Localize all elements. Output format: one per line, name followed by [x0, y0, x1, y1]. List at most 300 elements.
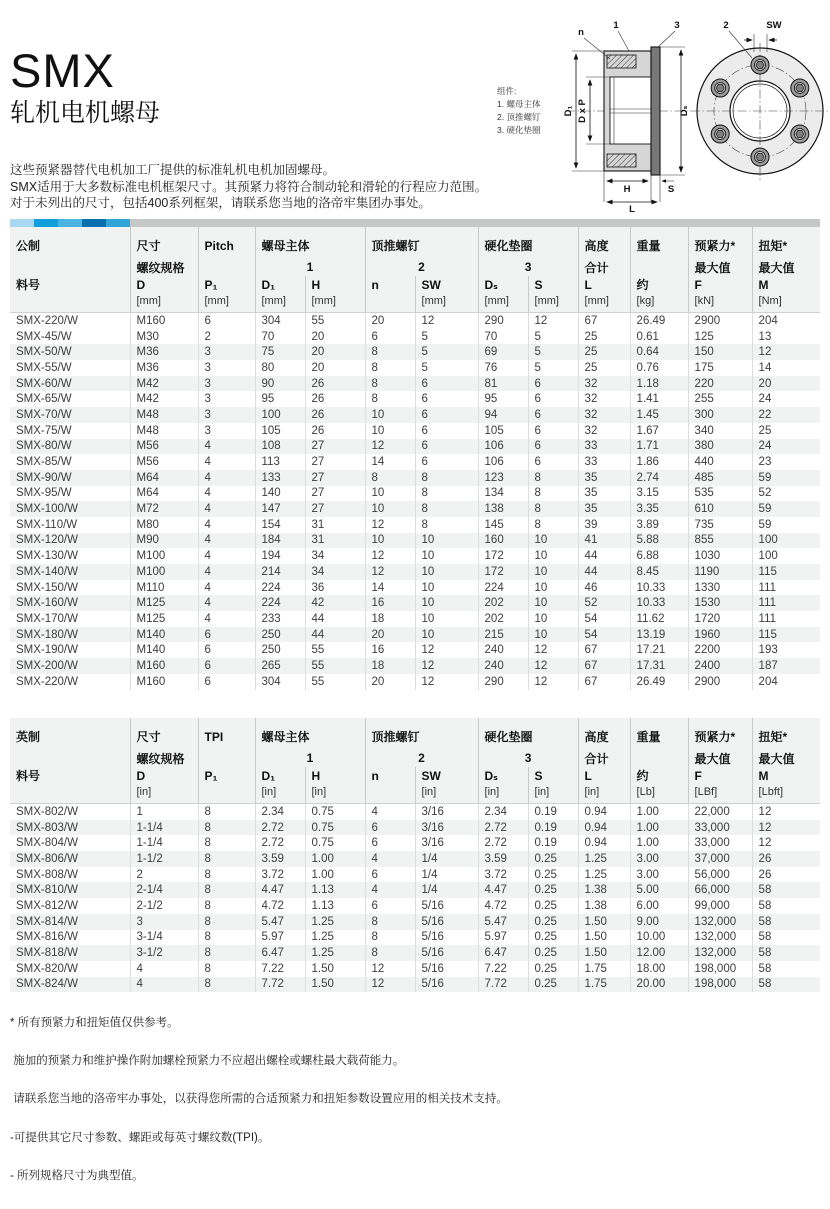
table-cell: 2.72	[478, 835, 528, 851]
table-cell: 2.72	[478, 820, 528, 836]
table-cell: 6	[365, 820, 415, 836]
dim-label-h: H	[623, 184, 631, 195]
table-cell: 24	[752, 391, 820, 407]
table-cell: 1	[130, 804, 198, 820]
table-cell: SMX-806/W	[16, 852, 78, 865]
table-cell: 6.88	[630, 548, 688, 564]
table-cell: 67	[578, 642, 630, 658]
col-header-thread-spec: 螺纹规格	[130, 749, 198, 767]
table-cell: 140	[255, 486, 305, 502]
table-cell: 1/4	[415, 867, 478, 883]
table-cell: 8	[198, 882, 255, 898]
table-cell: M48	[130, 423, 198, 439]
table-row	[10, 329, 820, 345]
col-symbol-f: F	[688, 276, 752, 293]
table-cell: 4	[365, 851, 415, 867]
table-cell: 56,000	[688, 867, 752, 883]
table-cell: 27	[305, 454, 365, 470]
table-cell: 111	[752, 611, 820, 627]
table-cell: 610	[688, 501, 752, 517]
table-cell: 58	[752, 882, 820, 898]
table-cell: 8	[198, 851, 255, 867]
table-cell: 5/16	[415, 977, 478, 993]
table-cell: 10	[365, 533, 415, 549]
table-cell: 5	[528, 360, 578, 376]
table-cell: 3-1/2	[130, 945, 198, 961]
col-header-nut-body: 螺母主体	[255, 718, 365, 749]
table-cell: 12	[415, 313, 478, 329]
table-cell: 8	[198, 930, 255, 946]
table-cell: 1.50	[305, 977, 365, 993]
callout-2: 2	[723, 20, 729, 31]
table-cell: SMX-160/W	[16, 597, 78, 610]
table-cell: 3.00	[630, 867, 688, 883]
table-cell: 3.35	[630, 501, 688, 517]
set-screw-top	[607, 55, 636, 68]
table-cell: 6	[528, 439, 578, 455]
table-cell: 6	[365, 898, 415, 914]
table-row	[10, 835, 820, 851]
table-cell: SMX-190/W	[16, 644, 78, 657]
table-cell: 5	[415, 329, 478, 345]
table-cell: 193	[752, 642, 820, 658]
table-cell: 58	[752, 945, 820, 961]
table-cell: 4.47	[255, 882, 305, 898]
table-cell: 8.45	[630, 564, 688, 580]
table-cell: 46	[578, 580, 630, 596]
table-cell: 8	[198, 835, 255, 851]
table-cell: 111	[752, 580, 820, 596]
table-cell: M80	[130, 517, 198, 533]
unit-s: [mm]	[528, 293, 578, 313]
table-cell: 59	[752, 501, 820, 517]
table-cell: M160	[130, 674, 198, 690]
color-bar-segment	[82, 219, 106, 227]
table-cell: 0.25	[528, 882, 578, 898]
table-cell: 20	[305, 360, 365, 376]
table-cell: 224	[478, 580, 528, 596]
col-header-height: 高度	[578, 227, 630, 258]
table-cell: 1/4	[415, 882, 478, 898]
table-row	[10, 439, 820, 455]
table-cell: 4	[130, 977, 198, 993]
table-cell: 20	[752, 376, 820, 392]
table-cell: 1.67	[630, 423, 688, 439]
table-cell: 41	[578, 533, 630, 549]
footnote-line: -可提供其它尺寸参数、螺距或每英寸螺纹数(TPI)。	[10, 1131, 270, 1144]
table-cell: 25	[578, 329, 630, 345]
table-cell: M56	[130, 454, 198, 470]
col-header-max-torque: 最大值	[752, 749, 820, 767]
table-cell: 6	[528, 391, 578, 407]
table-cell: 204	[752, 313, 820, 329]
table-cell: 233	[255, 611, 305, 627]
table-cell: 8	[365, 945, 415, 961]
table-cell: 76	[478, 360, 528, 376]
table-cell: 25	[578, 344, 630, 360]
table-cell: 54	[578, 611, 630, 627]
table-cell: M56	[130, 439, 198, 455]
table-cell: 26	[305, 423, 365, 439]
imperial-section	[10, 718, 820, 992]
table-cell: 0.61	[630, 329, 688, 345]
table-cell: SMX-200/W	[16, 659, 78, 672]
table-cell: 10	[365, 486, 415, 502]
table-cell: SMX-90/W	[16, 471, 72, 484]
table-cell: 42	[305, 595, 365, 611]
col-header-torque: 扭矩*	[752, 718, 820, 749]
col-header-torque: 扭矩*	[752, 227, 820, 258]
table-cell: 8	[365, 930, 415, 946]
table-cell: 7.22	[255, 961, 305, 977]
unit-sw: [in]	[415, 784, 478, 804]
table-cell: 7.72	[255, 977, 305, 993]
table-row	[10, 548, 820, 564]
table-cell: SMX-804/W	[16, 837, 78, 850]
table-cell: 26	[305, 376, 365, 392]
unit-m: [Lbft]	[752, 784, 820, 804]
footnotes	[10, 991, 508, 1209]
table-cell: 8	[198, 867, 255, 883]
table-cell: 108	[255, 439, 305, 455]
table-cell: 4	[365, 882, 415, 898]
col-header-preload: 预紧力*	[688, 718, 752, 749]
col-header-pitch: Pitch	[198, 227, 255, 258]
table-cell: 138	[478, 501, 528, 517]
table-cell: 34	[305, 564, 365, 580]
component-number-3: 3	[478, 258, 578, 276]
table-cell: 3/16	[415, 820, 478, 836]
table-cell: 6	[415, 376, 478, 392]
table-cell: 3.00	[630, 851, 688, 867]
table-cell: 0.19	[528, 835, 578, 851]
imperial-table	[10, 718, 820, 992]
table-cell: 10	[528, 611, 578, 627]
subgroup-header-row	[10, 258, 820, 276]
col-symbol-m: M	[752, 276, 820, 293]
table-cell: 6	[528, 454, 578, 470]
col-symbol-l: L	[578, 276, 630, 293]
table-cell: 67	[578, 658, 630, 674]
table-cell: 27	[305, 501, 365, 517]
table-row	[10, 867, 820, 883]
table-cell: 55	[305, 674, 365, 690]
col-symbol-p1: P₁	[198, 276, 255, 293]
table-cell: 44	[578, 564, 630, 580]
table-cell: 111	[752, 595, 820, 611]
group-header-row	[10, 718, 820, 749]
table-row	[10, 407, 820, 423]
table-cell: M125	[130, 611, 198, 627]
col-symbol-l: L	[578, 767, 630, 784]
table-cell: 8	[198, 945, 255, 961]
table-cell: 0.94	[578, 835, 630, 851]
table-cell: 16	[365, 642, 415, 658]
col-header-height: 高度	[578, 718, 630, 749]
table-cell: SMX-130/W	[16, 550, 78, 563]
table-cell: M64	[130, 470, 198, 486]
table-row	[10, 470, 820, 486]
table-cell: 6	[415, 423, 478, 439]
table-cell: 855	[688, 533, 752, 549]
table-cell: 10	[365, 423, 415, 439]
col-symbol-s: S	[528, 276, 578, 293]
table-row	[10, 882, 820, 898]
table-row	[10, 344, 820, 360]
table-cell: 27	[305, 470, 365, 486]
table-cell: 0.94	[578, 820, 630, 836]
col-symbol-f: F	[688, 767, 752, 784]
title-block	[10, 46, 160, 130]
table-cell: 80	[255, 360, 305, 376]
set-screw-bottom	[607, 154, 636, 167]
table-cell: 81	[478, 376, 528, 392]
table-cell: 1.00	[305, 867, 365, 883]
table-cell: SMX-820/W	[16, 962, 78, 975]
table-cell: SMX-140/W	[16, 565, 78, 578]
col-symbol-d: D	[130, 276, 198, 293]
table-cell: 17.31	[630, 658, 688, 674]
table-cell: 58	[752, 961, 820, 977]
table-cell: 3.72	[478, 867, 528, 883]
intro-line: 对于未列出的尺寸，包括400系列框架，请联系您当地的洛帝牢集团办事处。	[10, 196, 431, 210]
col-header-region: 英制	[16, 730, 41, 744]
table-row	[10, 658, 820, 674]
table-cell: 3	[198, 407, 255, 423]
table-cell: 3.15	[630, 486, 688, 502]
table-cell: 12	[415, 642, 478, 658]
table-cell: 1.86	[630, 454, 688, 470]
table-cell: 8	[415, 470, 478, 486]
table-cell: 10	[415, 627, 478, 643]
table-cell: 202	[478, 611, 528, 627]
table-cell: SMX-170/W	[16, 612, 78, 625]
table-cell: 2900	[688, 674, 752, 690]
table-cell: 6	[365, 867, 415, 883]
intro-paragraph	[10, 162, 487, 212]
table-cell: 1030	[688, 548, 752, 564]
table-row	[10, 486, 820, 502]
table-cell: 184	[255, 533, 305, 549]
table-cell: 10	[365, 501, 415, 517]
table-cell: 132,000	[688, 914, 752, 930]
table-cell: 55	[305, 313, 365, 329]
table-cell: 5.97	[478, 930, 528, 946]
col-header-max-torque: 最大值	[752, 258, 820, 276]
table-cell: 67	[578, 674, 630, 690]
table-row	[10, 627, 820, 643]
table-cell: 8	[198, 804, 255, 820]
table-row	[10, 423, 820, 439]
component-number-1: 1	[255, 258, 365, 276]
table-cell: 35	[578, 470, 630, 486]
table-cell: 2400	[688, 658, 752, 674]
table-cell: 20	[365, 627, 415, 643]
table-cell: 2-1/4	[130, 882, 198, 898]
table-cell: 1.13	[305, 898, 365, 914]
table-cell: 33,000	[688, 820, 752, 836]
table-cell: M125	[130, 595, 198, 611]
table-cell: 18	[365, 658, 415, 674]
table-cell: 35	[578, 486, 630, 502]
table-cell: SMX-220/W	[16, 675, 78, 688]
table-cell: 1.38	[578, 898, 630, 914]
table-cell: 10	[528, 533, 578, 549]
table-row	[10, 898, 820, 914]
table-cell: M36	[130, 344, 198, 360]
table-cell: 535	[688, 486, 752, 502]
callout-3: 3	[674, 20, 680, 31]
table-cell: SMX-60/W	[16, 377, 72, 390]
table-cell: 4.72	[478, 898, 528, 914]
table-cell: 7.22	[478, 961, 528, 977]
table-row	[10, 360, 820, 376]
table-cell: 6.00	[630, 898, 688, 914]
table-cell: 1.25	[305, 945, 365, 961]
table-cell: 12	[752, 344, 820, 360]
table-row	[10, 945, 820, 961]
col-header-weight: 重量	[630, 227, 688, 258]
unit-s: [in]	[528, 784, 578, 804]
table-cell: 12	[752, 820, 820, 836]
table-cell: 5/16	[415, 914, 478, 930]
table-cell: 290	[478, 313, 528, 329]
table-cell: 0.64	[630, 344, 688, 360]
table-cell: 66,000	[688, 882, 752, 898]
table-cell: SMX-180/W	[16, 628, 78, 641]
table-cell: 58	[752, 977, 820, 993]
table-cell: 8	[528, 470, 578, 486]
table-cell: 58	[752, 930, 820, 946]
table-cell: 2	[198, 329, 255, 345]
table-cell: 132,000	[688, 930, 752, 946]
table-cell: 6	[415, 454, 478, 470]
table-cell: SMX-85/W	[16, 456, 72, 469]
table-cell: 23	[752, 454, 820, 470]
footnote-line: 施加的预紧力和维护操作附加螺栓预紧力不应超出螺栓或螺柱最大载荷能力。	[10, 1054, 405, 1067]
table-cell: 100	[255, 407, 305, 423]
table-cell: 26	[305, 391, 365, 407]
table-cell: 8	[198, 914, 255, 930]
table-cell: 1.00	[630, 804, 688, 820]
table-cell: 115	[752, 627, 820, 643]
table-row	[10, 961, 820, 977]
unit-n	[365, 784, 415, 804]
table-cell: M160	[130, 658, 198, 674]
table-cell: 9.00	[630, 914, 688, 930]
table-cell: 59	[752, 470, 820, 486]
table-cell: 32	[578, 407, 630, 423]
table-cell: 4	[198, 548, 255, 564]
col-header-size: 尺寸	[130, 718, 198, 749]
table-cell: 13	[752, 329, 820, 345]
unit-approx: [Lb]	[630, 784, 688, 804]
table-cell: SMX-120/W	[16, 534, 78, 547]
table-row	[10, 313, 820, 329]
col-symbol-ds: Dₛ	[478, 767, 528, 784]
table-cell: 735	[688, 517, 752, 533]
table-cell: 5.47	[478, 914, 528, 930]
table-cell: 8	[365, 914, 415, 930]
table-cell: M100	[130, 564, 198, 580]
table-cell: 4.47	[478, 882, 528, 898]
table-cell: 8	[198, 898, 255, 914]
table-cell: 6	[198, 627, 255, 643]
table-cell: 215	[478, 627, 528, 643]
table-cell: 12	[365, 439, 415, 455]
col-symbol-p1: P₁	[198, 767, 255, 784]
page-title: SMX	[10, 44, 115, 97]
table-cell: 4	[198, 611, 255, 627]
table-cell: 12	[752, 804, 820, 820]
table-cell: 8	[365, 360, 415, 376]
table-cell: 44	[305, 627, 365, 643]
table-cell: 1.41	[630, 391, 688, 407]
table-cell: 1190	[688, 564, 752, 580]
table-cell: SMX-100/W	[16, 503, 78, 516]
table-cell: 1330	[688, 580, 752, 596]
table-cell: 52	[752, 486, 820, 502]
col-symbol-h: H	[305, 276, 365, 293]
table-cell: 1-1/2	[130, 851, 198, 867]
col-symbol-d1: D₁	[255, 276, 305, 293]
table-cell: SMX-45/W	[16, 330, 72, 343]
table-cell: 22	[752, 407, 820, 423]
table-cell: 250	[255, 627, 305, 643]
unit-ds: [mm]	[478, 293, 528, 313]
col-header-region: 公制	[16, 239, 41, 253]
col-symbol-approx: 约	[630, 276, 688, 293]
symbol-header-row	[10, 767, 820, 784]
table-cell: SMX-810/W	[16, 884, 78, 897]
footnote-line: * 所有预紧力和扭矩值仅供参考。	[10, 1016, 179, 1029]
dim-label-dxp: D x P	[577, 99, 588, 123]
dim-label-l: L	[629, 204, 635, 215]
table-cell: 18	[365, 611, 415, 627]
subgroup-header-row	[10, 749, 820, 767]
footnote-line: 请联系您当地的洛帝牢办事处，以获得您所需的合适预紧力和扭矩参数设置应用的相关技术支持。	[10, 1093, 508, 1106]
col-header-washer: 硬化垫圈	[478, 227, 578, 258]
table-cell: 44	[578, 548, 630, 564]
table-cell: 14	[365, 580, 415, 596]
col-header-weight: 重量	[630, 718, 688, 749]
table-cell: SMX-50/W	[16, 346, 72, 359]
table-cell: 4	[198, 533, 255, 549]
table-cell: 0.19	[528, 804, 578, 820]
col-header-total: 合计	[578, 258, 630, 276]
table-cell: 12	[365, 961, 415, 977]
unit-d1: [in]	[255, 784, 305, 804]
dim-label-d1: D₁	[563, 105, 574, 117]
table-cell: 0.25	[528, 930, 578, 946]
table-row	[10, 454, 820, 470]
unit-d: [mm]	[130, 293, 198, 313]
front-view	[691, 20, 829, 180]
table-cell: 69	[478, 344, 528, 360]
table-cell: 2200	[688, 642, 752, 658]
dim-label-ds: Dₛ	[679, 105, 690, 117]
table-cell: 34	[305, 548, 365, 564]
table-cell: 172	[478, 564, 528, 580]
table-cell: 1.13	[305, 882, 365, 898]
table-cell: 175	[688, 360, 752, 376]
table-row	[10, 930, 820, 946]
unit-m: [Nm]	[752, 293, 820, 313]
table-cell: 20	[365, 674, 415, 690]
unit-header-row	[10, 784, 820, 804]
col-symbol-s: S	[528, 767, 578, 784]
color-bar-segment	[106, 219, 130, 227]
